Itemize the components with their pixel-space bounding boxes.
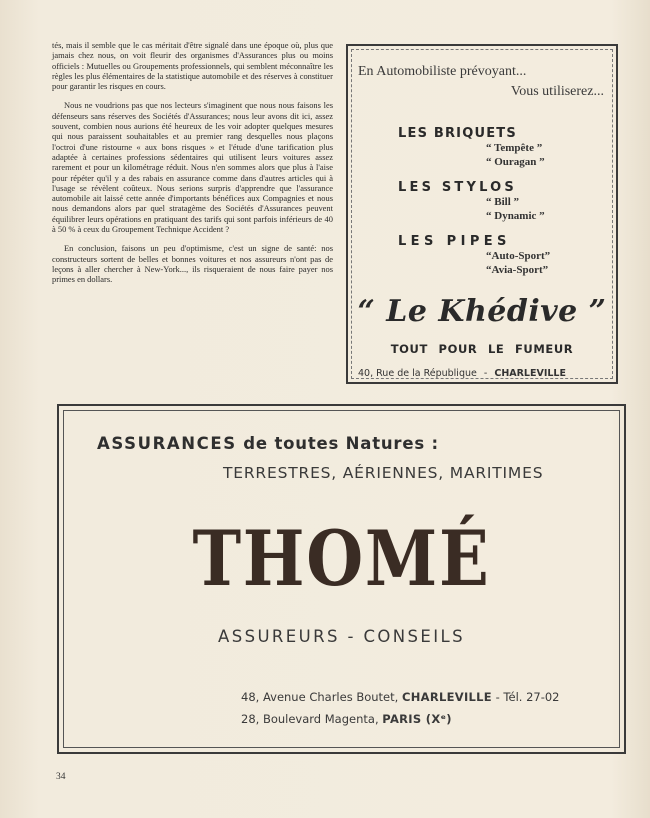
thome-headline xyxy=(97,434,439,453)
article-paragraph-2: Nous ne voudrions pas que nos lecteurs s'imaginent que nous nous faisons les défenseurs sans réserves des Sociétés d'Assurances; nous leur avons dit ici, assez souvent, combien nous aurions été heureux de les voir adopter quelques mesures qui nous paraissent souhaitables et au premier rang desquelles nous plaçons l'octroi d'une ristourne « aux bons risques » et l'étude d'une tarification plus adaptée à certaines professions sédentaires qui utilisent leurs voitures assez rarement et pour un kilométrage réduit. Nous n'en sommes alors que plus à l'aise pour répéter qu'il y a des rabais en assurance comme dans d'autres articles qui à l'usage se révèlent coûteux. Nous serions surpris d'apprendre que l'assurance automobile ait laissé cette année d'importants bénéfices aux Compagnies et nous nous demandons alors par quel stratagème des Sociétés d'Assurances peuvent équilibrer leurs opérations en pratiquant des tarifs qui sont parfois inférieurs de 40 à 50 % à ceux du Groupement Technique Accident ? xyxy=(52,100,333,235)
thome-address-charleville xyxy=(241,690,560,704)
product-item-ouragan: “ Ouragan ” xyxy=(486,156,545,168)
article-paragraph-3: En conclusion, faisons un peu d'optimisme, c'est un signe de santé: nos constructeurs sortent de belles et bonnes voitures et nos assureurs n'ont pas de leçons à aller chercher à New-York..., ils risqueraient de nous faire payer nos primes en dollars. xyxy=(52,243,333,285)
product-heading-briquets: LES BRIQUETS xyxy=(398,126,517,141)
article-paragraph-1: tés, mais il semble que le cas méritait d'être signalé dans une époque où, plus que jamais chez nous, on voit fleurir des organismes d'Assurances plus ou moins officiels : Mutuelles ou Groupements professionnels, qui semblent méconnaître les règles les plus élémentaires de la statistique automobile et des réserves à constituer pour garantir les risques en cours. xyxy=(52,40,333,92)
tagline-word: POUR xyxy=(438,342,478,356)
page-number: 34 xyxy=(56,772,66,782)
thome-insurance-types: TERRESTRES, AÉRIENNES, MARITIMES xyxy=(223,464,544,482)
khedive-address-separator: - xyxy=(483,368,488,379)
thome-company-name: THOMÉ xyxy=(192,514,491,603)
khedive-address-city: CHARLEVILLE xyxy=(494,368,566,379)
tagline-word: TOUT xyxy=(390,342,428,356)
product-item-bill: “ Bill ” xyxy=(486,196,520,208)
thome-address-phone: - Tél. 27-02 xyxy=(491,690,560,704)
thome-address-street: 28, Boulevard Magenta, xyxy=(241,712,379,726)
khedive-address xyxy=(358,368,566,379)
khedive-intro-line-1: En Automobiliste prévoyant... xyxy=(358,64,527,79)
tagline-word: LE xyxy=(487,342,505,356)
khedive-address-street: 40, Rue de la République xyxy=(358,368,477,379)
product-item-auto-sport: “Auto-Sport” xyxy=(486,250,551,262)
khedive-tagline xyxy=(348,342,616,356)
khedive-brand-logo: “ Le Khédive ” xyxy=(357,294,607,329)
tagline-word: FUMEUR xyxy=(514,342,574,356)
product-item-tempete: “ Tempête ” xyxy=(486,142,543,154)
thome-address-city: PARIS (Xᵉ) xyxy=(382,712,452,726)
thome-address-street: 48, Avenue Charles Boutet, xyxy=(241,690,399,704)
thome-address-city: CHARLEVILLE xyxy=(401,690,492,704)
thome-headline-rest: de toutes Natures : xyxy=(243,434,439,453)
product-item-avia-sport: “Avia-Sport” xyxy=(486,264,549,276)
khedive-advertisement xyxy=(346,44,618,384)
article-column xyxy=(52,40,333,294)
product-item-dynamic: “ Dynamic ” xyxy=(486,210,545,222)
khedive-intro-line-2: Vous utiliserez... xyxy=(510,84,604,99)
thome-subtitle: ASSUREURS - CONSEILS xyxy=(218,627,465,646)
thome-advertisement xyxy=(57,404,626,754)
thome-address-paris xyxy=(241,712,452,726)
thome-headline-main: ASSURANCES xyxy=(97,434,237,453)
product-heading-stylos: LES STYLOS xyxy=(398,180,517,195)
product-heading-pipes: LES PIPES xyxy=(398,234,511,249)
